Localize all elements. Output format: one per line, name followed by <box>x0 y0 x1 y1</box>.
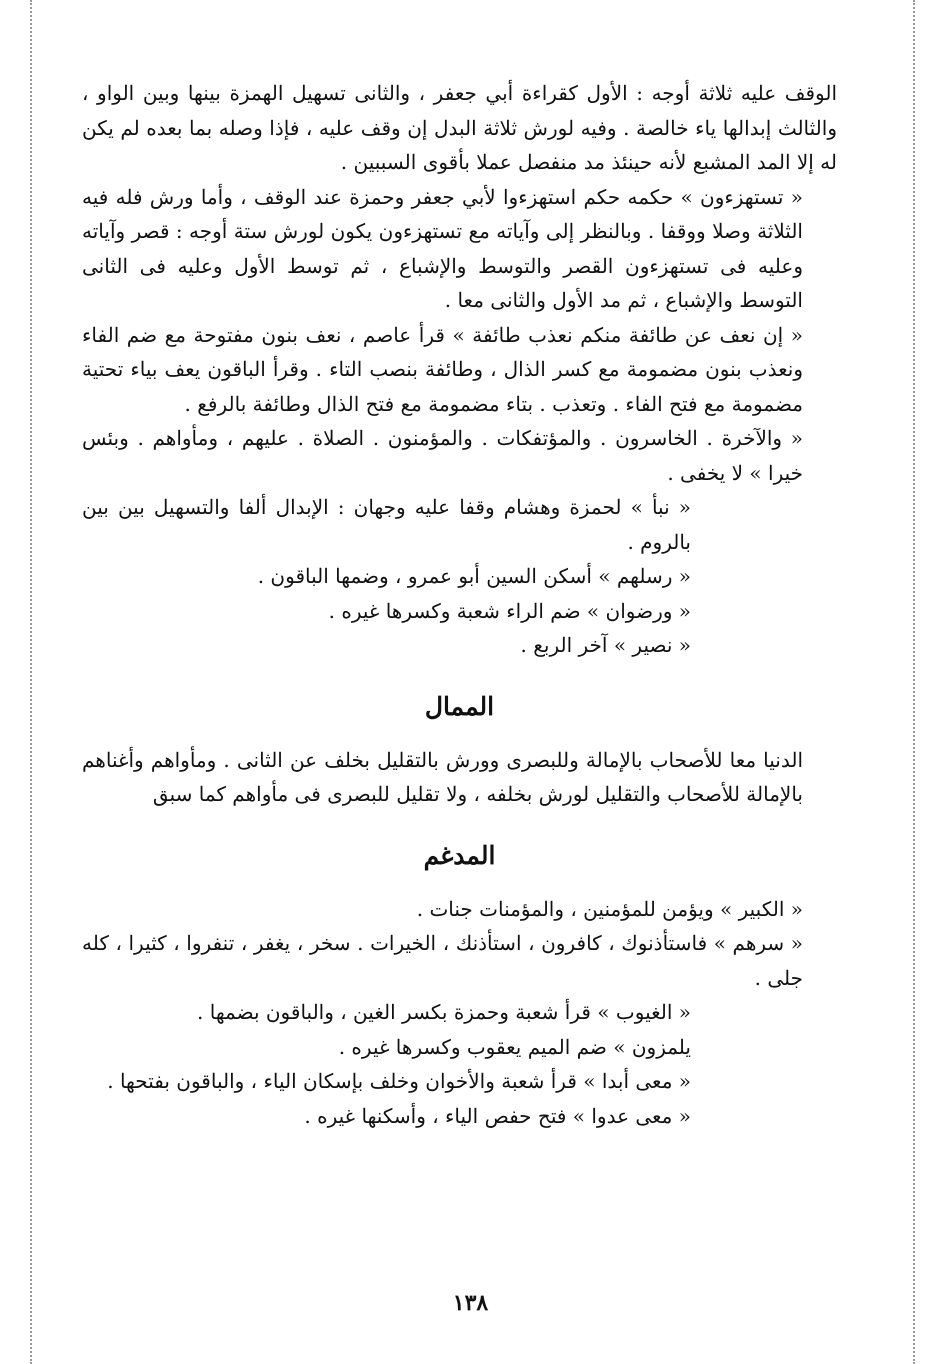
sub-line: « نبأ » لحمزة وهشام وقفا عليه وجهان : الإبدال ألفا والتسهيل بين بين بالروم . <box>82 495 691 554</box>
page-number: ١٣٨ <box>452 1290 489 1316</box>
sub-line: « ورضوان » ضم الراء شعبة وكسرها غيره . <box>328 598 691 623</box>
margin-dotted-line-left <box>30 0 32 1364</box>
section-heading-mumal: الممال <box>424 691 495 721</box>
paragraph: « الكبير » ويؤمن للمؤمنين ، والمؤمنات جنات . <box>416 896 803 921</box>
paragraph: « تستهزءون » حكمه حكم استهزءوا لأبي جعفر وحمزة عند الوقف ، وأما ورش فله فيه الثلاثة وصلا ووقفا . وبالنظر إلى وآياته مع تستهزءون يكون لورش ستة أوجه : قصر وآياته وعليه فى تستهزءون القصر والتوسط والإشباع ، ثم توسط الأول وعليه فى الثانى التوسط والإشباع ، ثم مد الأول والثانى معا . <box>82 184 803 312</box>
paragraph: الدنيا معا للأصحاب بالإمالة وللبصرى وورش بالتقليل بخلف عن الثانى . ومأواهم وأغناهم بالإمالة للأصحاب والتقليل لورش بخلفه ، ولا تقليل للبصرى فى مأواهم كما سبق <box>82 747 803 806</box>
sub-line: « الغيوب » قرأ شعبة وحمزة بكسر الغين ، والباقون بضمها . <box>197 1000 691 1024</box>
paragraph: « سرهم » فاستأذنوك ، كافرون ، استأذنك ، الخيرات . سخر ، يغفر ، تنفروا ، كثيرا ، كله جلى . <box>82 931 803 990</box>
paragraph: الوقف عليه ثلاثة أوجه : الأول كقراءة أبي جعفر ، والثانى تسهيل الهمزة بينها وبين الواو ، والثالث إبدالها ياء خالصة . وفيه لورش ثلاثة البدل إن وقف عليه ، فإذا وصله بما بعده لم يكن له إلا المد المشبع لأنه حينئذ مد منفصل عملا بأقوى السببين . <box>82 81 837 174</box>
margin-dotted-line-right <box>913 0 915 1364</box>
sub-line: « معى عدوا » فتح حفص الياء ، وأسكنها غيره . <box>304 1103 691 1128</box>
section-heading-mudgham: المدغم <box>423 840 496 870</box>
page-body <box>82 76 837 1133</box>
sub-line: « معى أبدا » قرأ شعبة والأخوان وخلف بإسكان الياء ، والباقون بفتحها . <box>107 1069 691 1093</box>
paragraph: « إن نعف عن طائفة منكم نعذب طائفة » قرأ عاصم ، نعف بنون مفتوحة مع ضم الفاء ونعذب بنون مضمومة مع كسر الذال ، وطائفة بنصب التاء . وقرأ الباقون يعف بياء تحتية مضمومة مع فتح الفاء . وتعذب . بتاء مضمومة مع فتح الذال وطائفة بالرفع . <box>82 322 803 416</box>
sub-line: « نصير » آخر الربع . <box>520 633 691 657</box>
sub-line: يلمزون » ضم الميم يعقوب وكسرها غيره . <box>338 1034 691 1059</box>
sub-line: « رسلهم » أسكن السين أبو عمرو ، وضمها الباقون . <box>257 564 691 588</box>
paragraph: « والآخرة . الخاسرون . والمؤتفكات . والمؤمنون . الصلاة . عليهم ، ومأواهم . وبئس خيرا » لا يخفى . <box>82 426 803 485</box>
